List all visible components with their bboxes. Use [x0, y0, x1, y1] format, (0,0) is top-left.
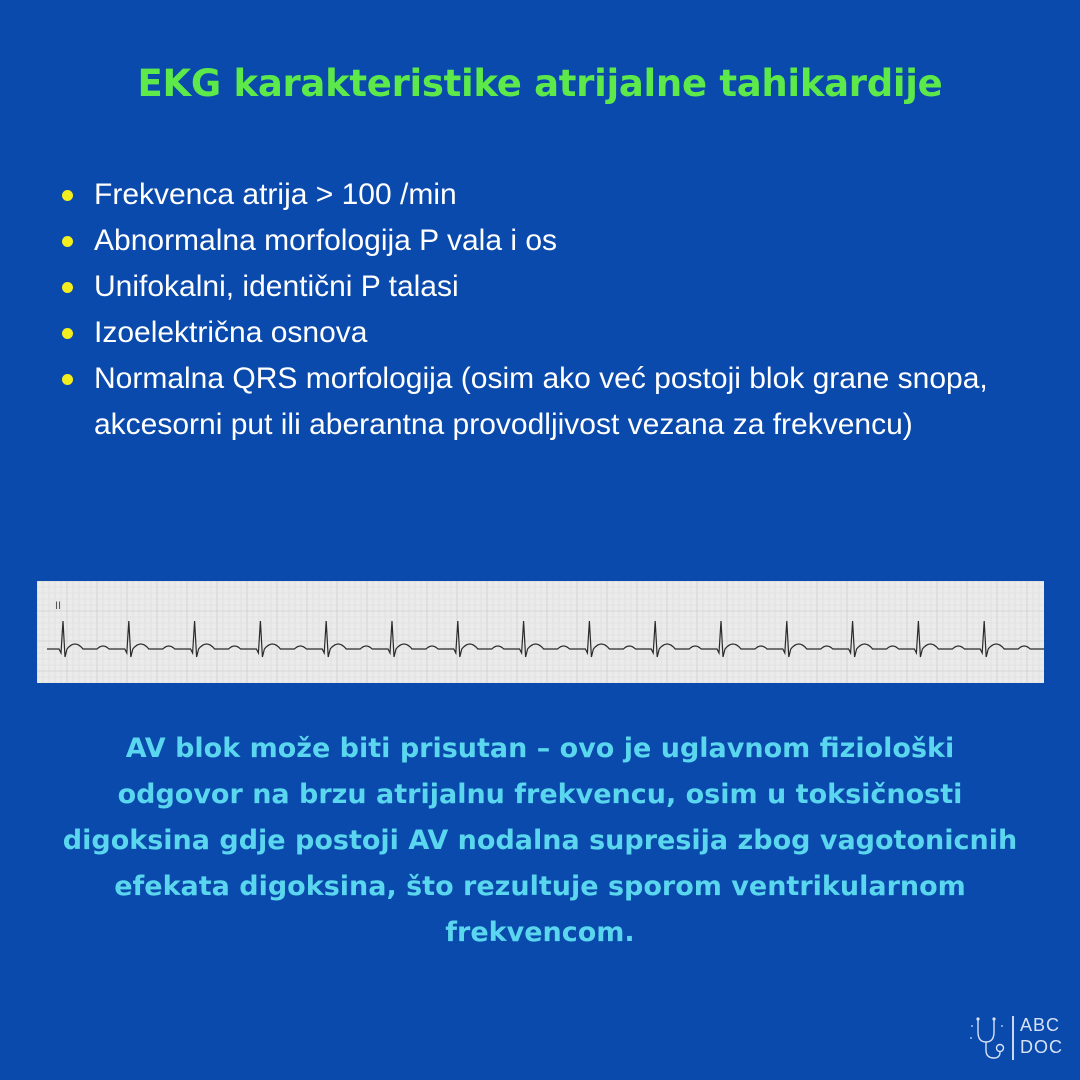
list-item-text: Normalna QRS morfologija (osim ako već postoji blok grane snopa, akcesorni put ili aberantna provodljivost vezana za frekvencu) [94, 362, 988, 441]
ecg-grid [37, 581, 1044, 683]
list-item-text: Izoelektrična osnova [94, 316, 368, 349]
logo-text-line: ABC [1020, 1015, 1061, 1035]
bullet-icon [62, 282, 73, 293]
ecg-lead-label: II [55, 600, 62, 612]
ecg-waveform [47, 621, 1044, 657]
av-block-note: AV blok može biti prisutan – ovo je uglavnom fiziološki odgovor na brzu atrijalnu frekvencu, osim u toksičnosti digoksina gdje postoji AV nodalna supresija zbog vagotonicnih efekata digoksina, što rezultuje sporom ventrikularnom frekvencom. [62, 733, 1018, 948]
logo-divider [1012, 1016, 1014, 1060]
logo-text-line: DOC [1020, 1037, 1063, 1057]
abcdoc-logo [968, 1014, 1063, 1064]
bullet-icon [62, 328, 73, 339]
feature-list [60, 172, 1020, 448]
ecg-strip [37, 581, 1044, 683]
list-item [60, 264, 1020, 310]
list-item [60, 218, 1020, 264]
list-item-text: Frekvenca atrija > 100 /min [94, 178, 457, 211]
list-item-text: Unifokalni, identični P talasi [94, 270, 459, 303]
list-item [60, 356, 1020, 448]
bullet-icon [62, 236, 73, 247]
page-title: EKG karakteristike atrijalne tahikardije [137, 62, 943, 105]
stethoscope-icon [968, 1014, 1008, 1062]
list-item [60, 310, 1020, 356]
bullet-icon [62, 374, 73, 385]
logo-text [1020, 1014, 1063, 1058]
list-item-text: Abnormalna morfologija P vala i os [94, 224, 558, 257]
ecg-trace-image [37, 581, 1044, 683]
bullet-icon [62, 190, 73, 201]
list-item [60, 172, 1020, 218]
